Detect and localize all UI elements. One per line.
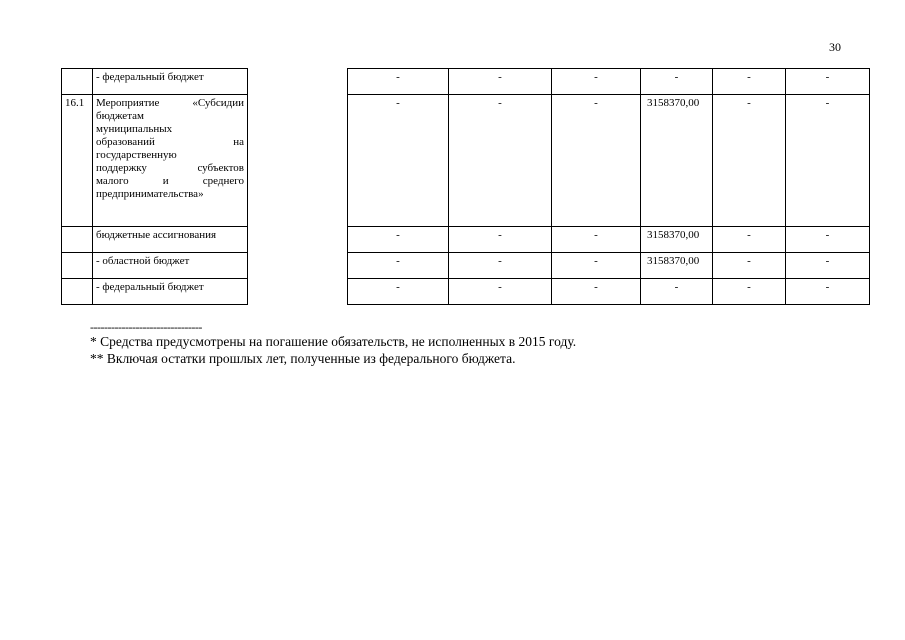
- table-row: [62, 227, 870, 253]
- value-cell: -: [786, 253, 870, 279]
- value-cell: -: [786, 95, 870, 227]
- value-cell: -: [713, 95, 786, 227]
- value-cell: -: [552, 253, 641, 279]
- spacer-cell: [248, 253, 348, 279]
- value-cell: 3158370,00: [641, 227, 713, 253]
- value-cell: -: [449, 95, 552, 227]
- spacer-cell: [248, 227, 348, 253]
- row-number-cell: [62, 227, 93, 253]
- value-cell: -: [552, 95, 641, 227]
- value-cell: -: [348, 253, 449, 279]
- value-cell: -: [449, 227, 552, 253]
- row-number-cell: [62, 279, 93, 305]
- value-cell: -: [641, 69, 713, 95]
- table-row: [62, 253, 870, 279]
- label-line: образований на: [96, 136, 244, 148]
- value-cell: -: [449, 69, 552, 95]
- budget-table: [61, 68, 870, 305]
- value-cell: -: [552, 69, 641, 95]
- row-number-cell: 16.1: [62, 95, 93, 227]
- value-cell: -: [713, 253, 786, 279]
- row-number-cell: [62, 253, 93, 279]
- table-row: [62, 95, 870, 227]
- spacer-cell: [248, 69, 348, 95]
- value-cell: -: [449, 279, 552, 305]
- value-cell: -: [713, 227, 786, 253]
- label-line: поддержку субъектов: [96, 162, 244, 174]
- page-number: 30: [829, 40, 841, 54]
- value-cell: -: [348, 95, 449, 227]
- value-cell: -: [348, 279, 449, 305]
- value-cell: 3158370,00: [641, 253, 713, 279]
- row-label-cell: - федеральный бюджет: [93, 279, 248, 305]
- value-cell: -: [348, 227, 449, 253]
- label-line: малого и среднего: [96, 175, 244, 187]
- value-cell: -: [552, 279, 641, 305]
- value-cell: 3158370,00: [641, 95, 713, 227]
- value-cell: -: [786, 69, 870, 95]
- value-cell: -: [786, 227, 870, 253]
- row-number-cell: [62, 69, 93, 95]
- value-cell: -: [552, 227, 641, 253]
- footnote-1: * Средства предусмотрены на погашение обязательств, не исполненных в 2015 году.: [90, 334, 577, 349]
- value-cell: -: [713, 279, 786, 305]
- spacer-cell: [248, 95, 348, 227]
- spacer-cell: [248, 279, 348, 305]
- table-row: [62, 279, 870, 305]
- value-cell: -: [641, 279, 713, 305]
- label-line: бюджетам: [96, 110, 144, 122]
- footnote-separator: --------------------------------: [90, 320, 202, 334]
- row-label-cell: - федеральный бюджет: [93, 69, 248, 95]
- row-label-cell: [93, 95, 248, 227]
- value-cell: -: [786, 279, 870, 305]
- table-row: [62, 69, 870, 95]
- value-cell: -: [348, 69, 449, 95]
- label-line: Мероприятие «Субсидии: [96, 97, 244, 109]
- value-cell: -: [713, 69, 786, 95]
- footnotes: [90, 321, 576, 367]
- row-label-cell: - областной бюджет: [93, 253, 248, 279]
- value-cell: -: [449, 253, 552, 279]
- row-label-cell: бюджетные ассигнования: [93, 227, 248, 253]
- label-line: государственную: [96, 149, 177, 161]
- label-line: муниципальных: [96, 123, 173, 135]
- footnote-2: ** Включая остатки прошлых лет, полученные из федерального бюджета.: [90, 351, 516, 366]
- label-line: предпринимательства»: [96, 188, 204, 200]
